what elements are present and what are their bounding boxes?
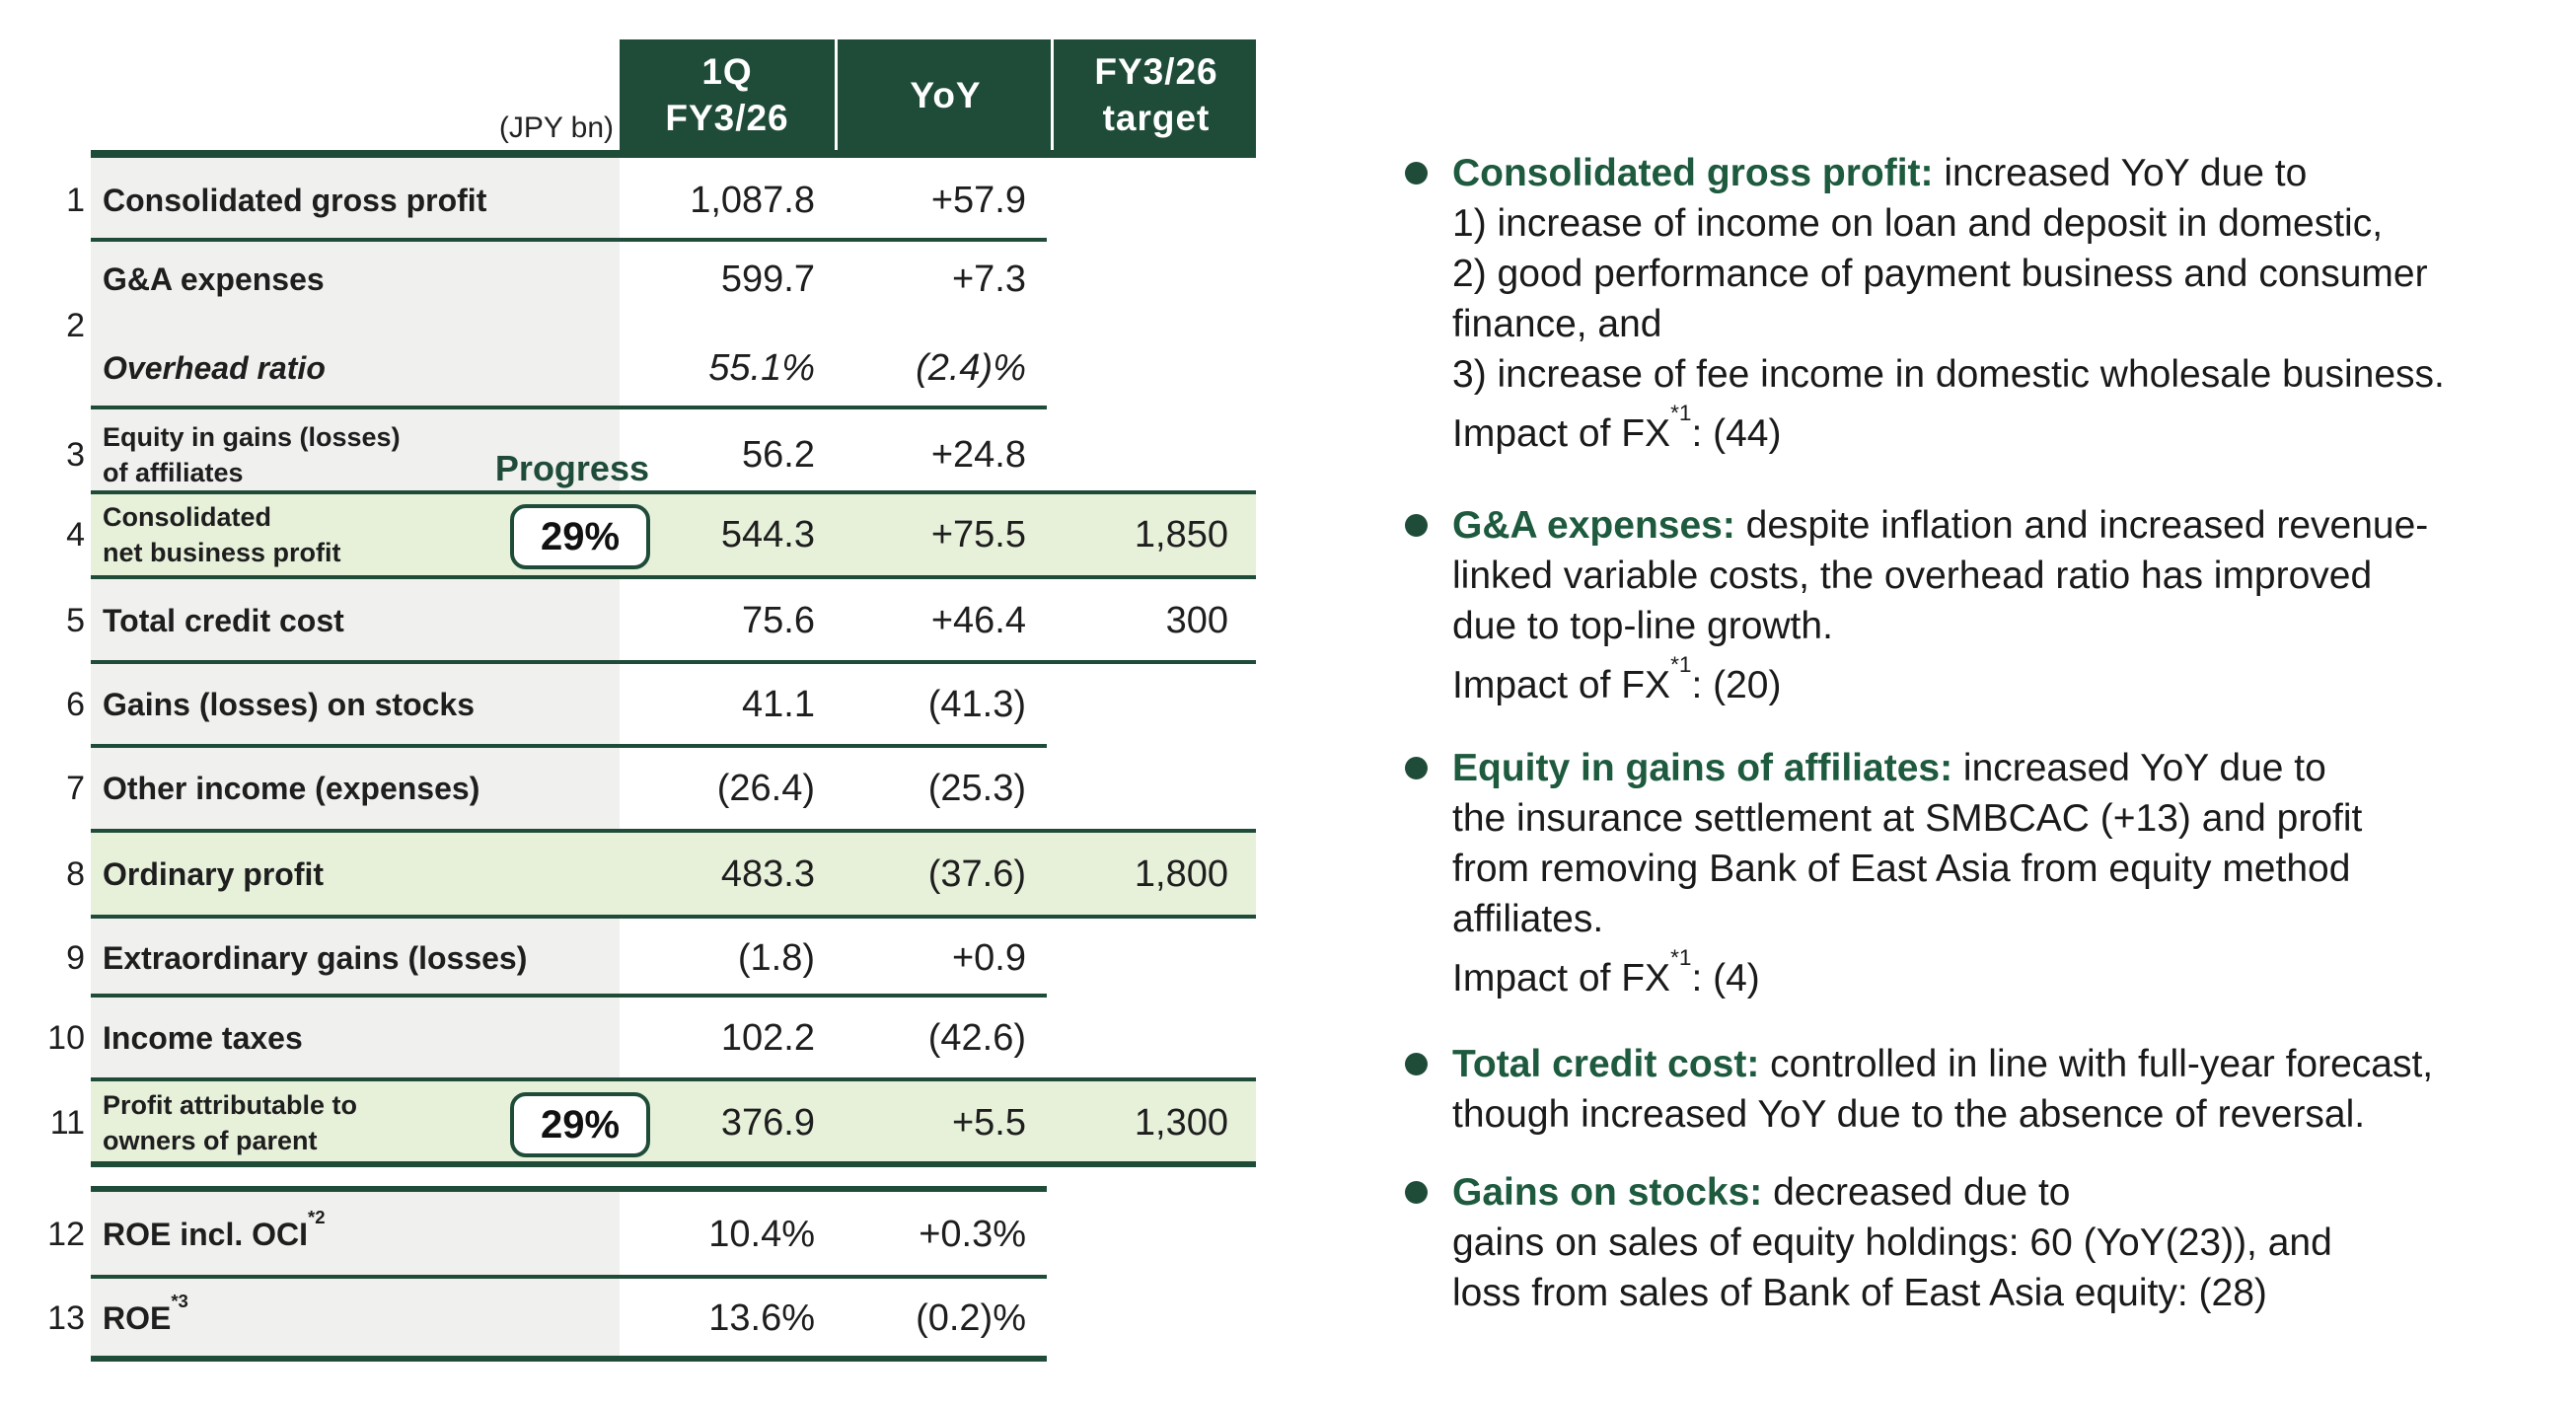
row-label-text: ROE$^{*3}$: [103, 1290, 188, 1336]
bullet-line: [1452, 1089, 2554, 1140]
row-number: 9: [66, 939, 85, 977]
bullet-line: [1452, 1167, 2554, 1218]
value-yoy: (42.6): [927, 1017, 1026, 1059]
bullet-line: [1452, 249, 2554, 299]
bullet-text: though increased YoY due to the absence of reversal.: [1452, 1093, 2366, 1136]
value-yoy: (2.4)%: [916, 347, 1026, 389]
separator-line: [91, 238, 1047, 242]
row-number: 10: [47, 1019, 85, 1057]
value-q1: 599.7: [720, 259, 815, 300]
progress-badge: 29%: [510, 1092, 650, 1157]
row-number: 6: [66, 686, 85, 723]
row-label: [103, 765, 612, 812]
bullet-text: loss from sales of Bank of East Asia equity: (28): [1452, 1272, 2267, 1314]
bullet-item: [1405, 1167, 2554, 1318]
bullet-text: 3) increase of fee income in domestic wholesale business.: [1452, 353, 2445, 396]
bullet-line: [1452, 198, 2554, 249]
row-label-text: Overhead ratio: [103, 349, 326, 386]
bullet-text: despite inflation and increased revenue-: [1734, 504, 2429, 547]
progress-badge: 29%: [510, 504, 650, 569]
bullet-line: [1452, 944, 2554, 1003]
footnote-marker: *1: [1670, 400, 1692, 425]
value-q1: 75.6: [742, 600, 815, 641]
bullet-text: Impact of FX: [1452, 664, 1671, 706]
value-yoy: +0.3%: [919, 1214, 1026, 1255]
bullet-line: [1452, 400, 2554, 459]
bullet-line: [1452, 349, 2554, 400]
value-tgt: 300: [1165, 600, 1228, 641]
row-number: 5: [66, 602, 85, 639]
bullet-text: affiliates.: [1452, 898, 1604, 940]
bullet-item: [1405, 1039, 2554, 1140]
separator-line: [91, 406, 1047, 409]
row-label: [103, 177, 612, 224]
bullet-text: the insurance settlement at SMBCAC (+13) and profit: [1452, 797, 2363, 840]
bullet-line: [1452, 894, 2554, 944]
value-q1: 41.1: [742, 684, 815, 725]
value-q1: 544.3: [720, 514, 815, 555]
row-number: 2: [66, 307, 85, 344]
value-q1: 483.3: [720, 853, 815, 895]
row-label: [103, 256, 612, 303]
bullet-line: [1452, 1268, 2554, 1318]
unit-label: (JPY bn): [498, 111, 614, 144]
row-label: [103, 1206, 612, 1258]
row-label: [103, 413, 612, 496]
row-label: [103, 344, 612, 392]
row-number: 1: [66, 182, 85, 219]
bullet-text: linked variable costs, the overhead ratio has improved: [1452, 555, 2373, 597]
bullet-text: : (20): [1691, 664, 1782, 706]
value-yoy: +0.9: [951, 937, 1026, 979]
bullet-icon: [1405, 757, 1428, 779]
row-label-text: Other income (expenses): [103, 770, 480, 806]
value-q1: 102.2: [720, 1017, 815, 1059]
bullet-line: [1452, 793, 2554, 844]
row-label: [103, 597, 612, 644]
header-cell-1q-fy326: 1Q FY3/26: [665, 51, 789, 138]
value-yoy: (41.3): [927, 684, 1026, 725]
bullet-item: [1405, 148, 2554, 459]
row-label: [103, 934, 612, 982]
bullet-text: Impact of FX: [1452, 957, 1671, 999]
value-yoy: (0.2)%: [916, 1297, 1026, 1339]
value-q1: 376.9: [720, 1102, 815, 1144]
footnote-marker: *1: [1670, 944, 1692, 970]
bullet-text: controlled in line with full-year forecast,: [1759, 1043, 2434, 1085]
value-yoy: (37.6): [927, 853, 1026, 895]
value-yoy: +7.3: [951, 259, 1026, 300]
bullet-heading: Total credit cost:: [1452, 1043, 1760, 1085]
separator-line: [91, 1275, 1047, 1279]
separator-line: [91, 150, 1256, 158]
row-label-text: Gains (losses) on stocks: [103, 686, 476, 722]
value-yoy: +46.4: [930, 600, 1026, 641]
value-q1: 55.1%: [708, 347, 815, 389]
header-cell-fy326-target: FY3/26 target: [1051, 39, 1259, 150]
bullet-text: increased YoY due to: [1952, 747, 2326, 789]
bullet-heading: G&A expenses:: [1452, 504, 1735, 547]
value-q1: 13.6%: [708, 1297, 815, 1339]
value-tgt: 1,850: [1134, 514, 1228, 555]
row-number: 11: [49, 1104, 85, 1142]
bullet-text: from removing Bank of East Asia from equity method: [1452, 848, 2351, 890]
value-yoy: +75.5: [930, 514, 1026, 555]
bullet-line: [1452, 844, 2554, 894]
bullet-text: Impact of FX: [1452, 412, 1671, 455]
separator-line: [91, 1186, 1047, 1192]
value-q1: 10.4%: [708, 1214, 815, 1255]
separator-line: [91, 915, 1256, 919]
row-number: 3: [66, 436, 85, 474]
bullet-text: decreased due to: [1762, 1171, 2071, 1214]
bullet-line: [1452, 1218, 2554, 1268]
row-label-text: Extraordinary gains (losses): [103, 939, 528, 976]
progress-label: Progress: [494, 448, 649, 488]
bullet-text: 2) good performance of payment business and consumer: [1452, 253, 2428, 295]
row-label: [103, 1290, 612, 1342]
bullet-text: due to top-line growth.: [1452, 605, 1833, 647]
value-yoy: +57.9: [930, 180, 1026, 221]
bullet-icon: [1405, 514, 1428, 537]
bullet-icon: [1405, 1181, 1428, 1204]
bullet-text: gains on sales of equity holdings: 60 (YoY(23)), and: [1452, 1221, 2332, 1264]
bullet-text: : (44): [1691, 412, 1782, 455]
bullet-text: : (4): [1691, 957, 1760, 999]
bullet-line: [1452, 551, 2554, 601]
value-q1: 1,087.8: [690, 180, 815, 221]
separator-line: [91, 744, 1047, 748]
row-number: 4: [66, 516, 85, 554]
bullet-item: [1405, 743, 2554, 1003]
bullet-heading: Consolidated gross profit:: [1452, 152, 1934, 194]
bullet-text: finance, and: [1452, 303, 1662, 345]
row-number: 7: [66, 770, 85, 807]
bullet-icon: [1405, 162, 1428, 185]
row-label: [103, 1014, 612, 1062]
value-q1: 56.2: [742, 434, 815, 476]
bullet-icon: [1405, 1053, 1428, 1075]
separator-line: [91, 1356, 1047, 1362]
table-header: [620, 39, 1256, 150]
commentary: [1405, 148, 2554, 1318]
footnote-marker: *3: [171, 1290, 188, 1311]
row-label-text: Income taxes: [103, 1019, 303, 1056]
separator-line: [91, 660, 1256, 664]
row-number: 8: [66, 855, 85, 893]
value-q1: (26.4): [716, 768, 815, 809]
value-tgt: 1,300: [1134, 1102, 1228, 1144]
bullet-line: [1452, 500, 2554, 551]
row-label-text: ROE incl. OCI$^{*2}$: [103, 1206, 326, 1252]
bullet-line: [1452, 743, 2554, 793]
footnote-marker: *1: [1670, 651, 1692, 677]
row-label-text: Consolidated net business profit: [103, 502, 341, 567]
row-label-text: G&A expenses: [103, 260, 325, 297]
separator-line: [91, 829, 1256, 833]
value-yoy: +24.8: [930, 434, 1026, 476]
row-label: [103, 681, 612, 728]
bullet-heading: Gains on stocks:: [1452, 1171, 1763, 1214]
row-number: 12: [47, 1216, 85, 1253]
bullet-text: increased YoY due to: [1933, 152, 2308, 194]
bullet-heading: Equity in gains of affiliates:: [1452, 747, 1953, 789]
bullet-line: [1452, 148, 2554, 198]
value-yoy: (25.3): [927, 768, 1026, 809]
row-label-text: Consolidated gross profit: [103, 182, 487, 218]
value-q1: (1.8): [737, 937, 815, 979]
bullet-line: [1452, 1039, 2554, 1089]
value-yoy: +5.5: [951, 1102, 1026, 1144]
row-number: 13: [47, 1299, 85, 1337]
row-label-text: Profit attributable to owners of parent: [103, 1090, 357, 1155]
header-cell-yoy: YoY: [835, 39, 1054, 150]
footnote-marker: *2: [308, 1206, 326, 1227]
bullet-line: [1452, 299, 2554, 349]
row-label-text: Total credit cost: [103, 602, 344, 638]
bullet-line: [1452, 651, 2554, 710]
bullet-line: [1452, 601, 2554, 651]
row-label-text: Ordinary profit: [103, 855, 325, 892]
row-label-text: Equity in gains (losses) of affiliates: [103, 422, 401, 487]
separator-line: [91, 994, 1047, 998]
row-label: [103, 851, 612, 898]
value-tgt: 1,800: [1134, 853, 1228, 895]
bullet-text: 1) increase of income on loan and deposit in domestic,: [1452, 202, 2384, 245]
bullet-item: [1405, 500, 2554, 710]
